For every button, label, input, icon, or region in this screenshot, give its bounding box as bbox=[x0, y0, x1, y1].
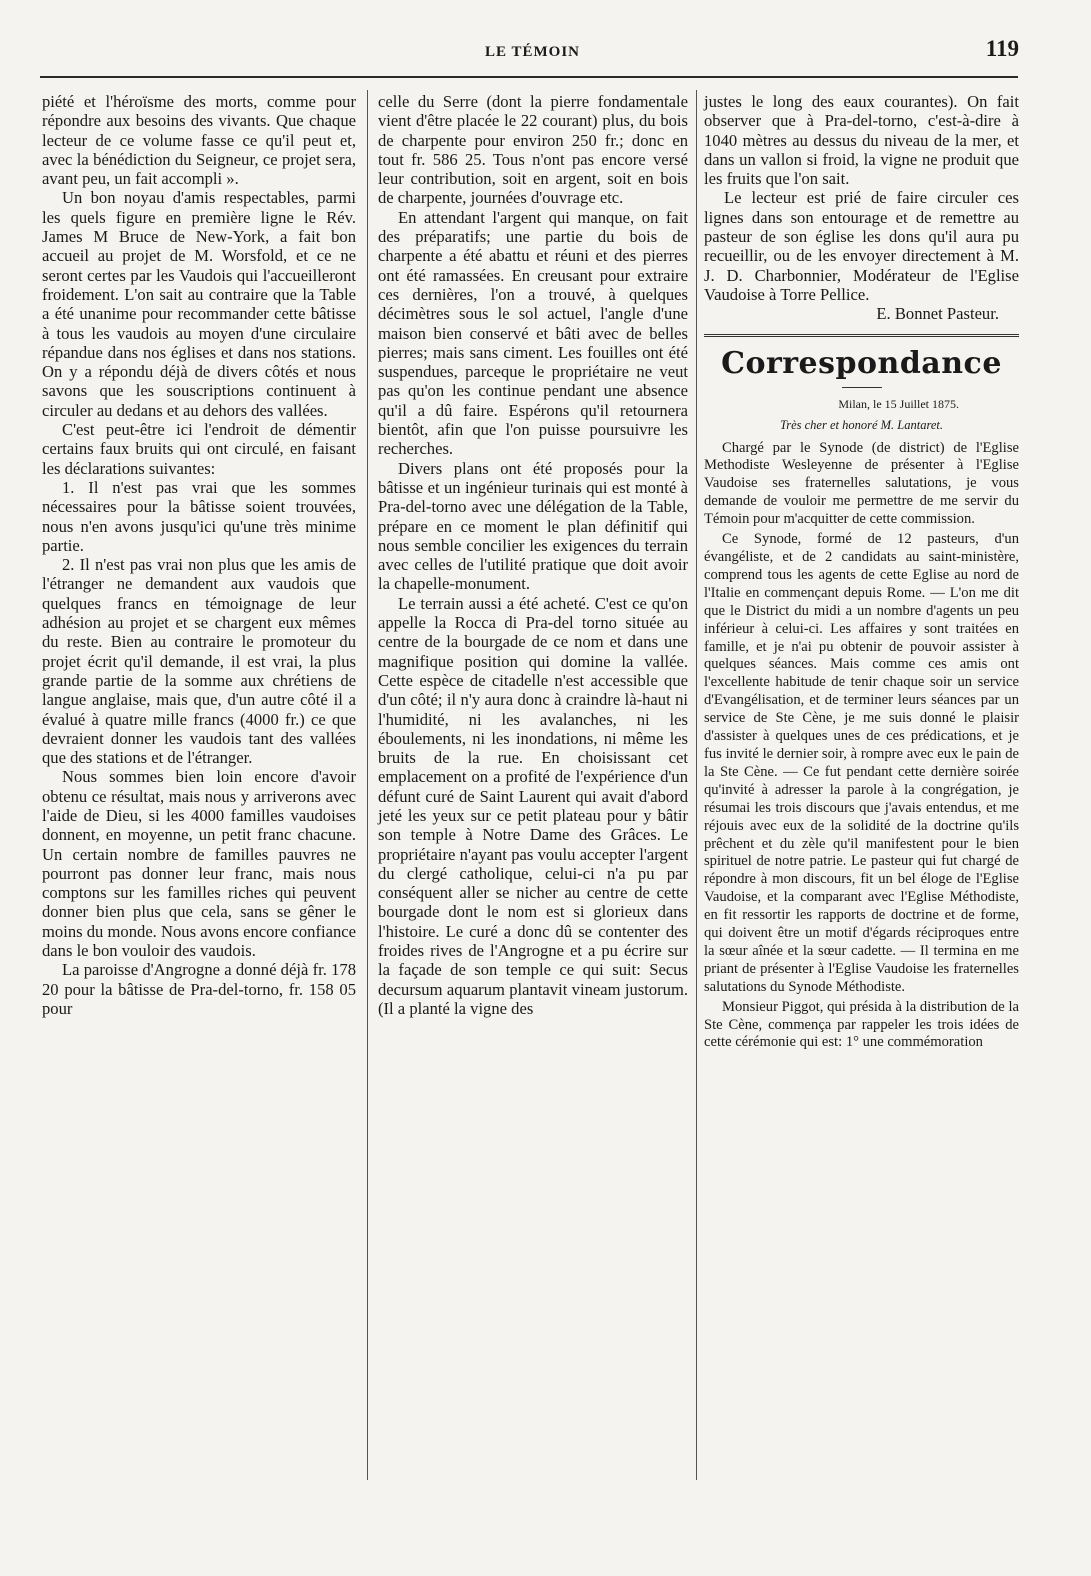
paragraph: celle du Serre (dont la pierre fondamentale vient d'être placée le 22 courant) plus, du bois de charpente pour environ 250 fr.; donc en tout fr. 586 25. Tous n'ont pas encore versé leur contribution, soit en argent, soit en bois de charpente, journées d'ouvrage etc. bbox=[378, 92, 688, 208]
paragraph: Nous sommes bien loin encore d'avoir obtenu ce résultat, mais nous y arriverons avec l'aide de Dieu, si les 4000 familles vaudoises donnent, en moyenne, un petit franc chacune. Un certain nombre de familles pauvres ne pourront pas donner leur franc, mais nous comptons sur les familles riches qui peuvent donner bien plus que cela, sans se gêner le moins du monde. Nous avons encore confiance dans le bon vouloir des vaudois. bbox=[42, 767, 356, 961]
paragraph: piété et l'héroïsme des morts, comme pour répondre aux besoins des vivants. Que chaque lecteur de ce volume fasse ce qu'il peut et, avec la bénédiction du Seigneur, ce projet sera, avant peu, un fait accompli ». bbox=[42, 92, 356, 189]
column-1 bbox=[42, 92, 356, 1018]
page-header bbox=[40, 36, 1025, 76]
letter-body bbox=[704, 440, 1019, 1053]
section-divider bbox=[704, 334, 1019, 337]
column-2 bbox=[378, 92, 688, 1018]
paragraph: Monsieur Piggot, qui présida à la distribution de la Ste Cène, commença par rappeler les trois idées de cette cérémonie qui est: 1° une commémoration bbox=[704, 998, 1019, 1051]
salutation: Très cher et honoré M. Lantaret. bbox=[779, 417, 944, 432]
paragraph: 1. Il n'est pas vrai que les sommes nécessaires pour la bâtisse soient trouvées, nous n'en avons jusqu'ici qu'une très minime partie. bbox=[42, 477, 356, 555]
paragraph: C'est peut-être ici l'endroit de démentir certains faux bruits qui ont circulé, en faisant les déclarations suivantes: bbox=[42, 420, 356, 478]
paragraph: La paroisse d'Angrogne a donné déjà fr. 178 20 pour la bâtisse de Pra-del-torno, fr. 158 05 pour bbox=[42, 960, 356, 1018]
running-title: LE TÉMOIN bbox=[485, 44, 580, 60]
short-rule bbox=[842, 387, 882, 388]
paragraph: justes le long des eaux courantes). On fait observer que à Pra-del-torno, c'est-à-dire à 1040 mètres au dessus du niveau de la mer, et dans un vallon si froid, la vigne ne produit que les fruits que l'on sait. bbox=[704, 92, 1019, 189]
section-title: Correspondance bbox=[721, 345, 1002, 381]
dateline: Milan, le 15 Juillet 1875. bbox=[838, 396, 959, 411]
paragraph: Divers plans ont été proposés pour la bâtisse et un ingénieur turinais qui est monté à Pra-del-torno avec une délégation de la Table, prépare en ce moment le plan définitif qui nous semble concilier les exigences du terrain avec celles de l'utilité pratique que doit avoir la chapelle-monument. bbox=[378, 458, 688, 594]
paragraph: Chargé par le Synode (de district) de l'Eglise Methodiste Wesleyenne de présenter à l'Eglise Vaudoise ses fraternelles salutations, je vous demande de vouloir me permettre de me servir du Témoin pour m'acquitter de cette commission. bbox=[704, 439, 1019, 528]
page-number: 119 bbox=[985, 36, 1019, 61]
header-rule bbox=[40, 76, 1018, 78]
column-divider bbox=[696, 90, 697, 1480]
paragraph: En attendant l'argent qui manque, on fait des préparatifs; une partie du bois de charpente a été abattu et réuni et des pierres ont été ramassées. En creusant pour extraire ces dernières, l'on a trouvé, à quelques décimètres sous le sol actuel, l'angle d'une maison bien conservé et bâti avec de belles pierres; mais sans ciment. Les fouilles ont été suspendues, parceque le propriétaire ne veut pas qu'on les continue pendant une absence qu'il a dû faire. Espérons qu'il retournera bientôt, afin que l'on puisse poursuivre les recherches. bbox=[378, 207, 688, 459]
paragraph: Le terrain aussi a été acheté. C'est ce qu'on appelle la Rocca di Pra-del torno située au centre de la bourgade de ce nom et dans une magnifique position qui domine la vallée. Cette espèce de citadelle n'est accessible que d'un côté; il n'y aura donc à craindre là-haut ni l'humidité, ni les avalanches, ni les éboulements, ni les inondations, ni même les bruits de la rue. En choisissant cet emplacement on a profité de l'expérience d'un défunt curé de Saint Laurent qui avait d'abord jeté les yeux sur ce petit plateau pour y bâtir son temple à Notre Dame des Grâces. Le propriétaire n'ayant pas voulu accepter l'argent du clergé catholique, celui-ci n'a pu par conséquent aller se nicher au centre de cette bourgade dont le nom est si glorieux dans l'histoire. Le curé a donc dû se contenter des froides rives de l'Angrogne et a pu écrire sur la façade de son temple ce qui suit: Secus decursum aquarum plantavit vineam justorum. (Il a planté la vigne des bbox=[378, 593, 688, 1018]
paragraph: Le lecteur est prié de faire circuler ces lignes dans son entourage et de remettre au pasteur de son église les dons qu'il aura pu recueillir, ou de les envoyer directement à M. J. D. Charbonnier, Modérateur de l'Eglise Vaudoise à Torre Pellice. bbox=[704, 188, 1019, 304]
paragraph: Un bon noyau d'amis respectables, parmi les quels figure en première ligne le Rév. James M Bruce de New-York, a fait bon accueil au projet de M. Worsfold, et ce ne seront certes par les Vaudois qui l'accueilleront froidement. L'on sait au contraire que la Table a été unanime pour recommander cette bâtisse à tous les vaudois au moyen d'une circulaire répandue dans nos églises et dans nos stations. On y a répondu déjà de divers côtés et nous savons que les souscriptions continuent à circuler au dedans et au dehors des vallées. bbox=[42, 188, 356, 420]
signature: E. Bonnet Pasteur. bbox=[876, 304, 999, 324]
column-divider bbox=[367, 90, 368, 1480]
column-3 bbox=[704, 92, 1019, 1052]
paragraph: Ce Synode, formé de 12 pasteurs, d'un évangéliste, et de 2 candidats au saint-ministère, comprend tous les agents de cette Eglise au nord de l'Italie en commençant depuis Rome. — L'on me dit que le District du midi a un nombre d'agents un peu inférieur à celui-ci. Les affaires y sont traitées en famille, et je n'ai pu obtenir de pouvoir assister à quelques séances. Mais comme ces amis ont l'excellente habitude de tenir chaque soir un service d'Evangélisation, et de terminer leurs séances par un service de Ste Cène, je me suis donné le plaisir d'assister à quelques unes de ces prédications, et je fus invité le dernier soir, à rompre avec eux le pain de la Ste Cène. — Ce fut pendant cette dernière soirée qu'invité à adresser la parole à la congrégation, je résumai les trois discours que j'avais entendus, et me réjouis avec eux de la solidité de la doctrine qu'ils prêchent et du zèle qu'il manifestent pour le bien spirituel de notre patrie. Le pasteur qui fut chargé de répondre à mon discours, fit un bel éloge de l'Eglise Vaudoise, et la comparant avec l'Eglise Méthodiste, en fit ressortir les rapports de doctrine et de forme, qui doivent être un motif d'égards réciproques entre la sœur aînée et la sœur cadette. — Il termina en me priant de présenter à l'Eglise Vaudoise les fraternelles salutations du Synode Méthodiste. bbox=[704, 531, 1019, 995]
paragraph: 2. Il n'est pas vrai non plus que les amis de l'étranger ne demandent aux vaudois que quelques francs en témoignage de leur adhésion au projet et se chargent eux mêmes du reste. Bien au contraire le promoteur du projet écrit qu'il demande, il est vrai, la plus grande partie de la somme aux chrétiens de langue anglaise, mais que, d'un autre côté il a évalué à quatre mille francs (4000 fr.) ce que devraient donner les vaudois tant des vallées que des stations et de l'étranger. bbox=[42, 555, 356, 768]
